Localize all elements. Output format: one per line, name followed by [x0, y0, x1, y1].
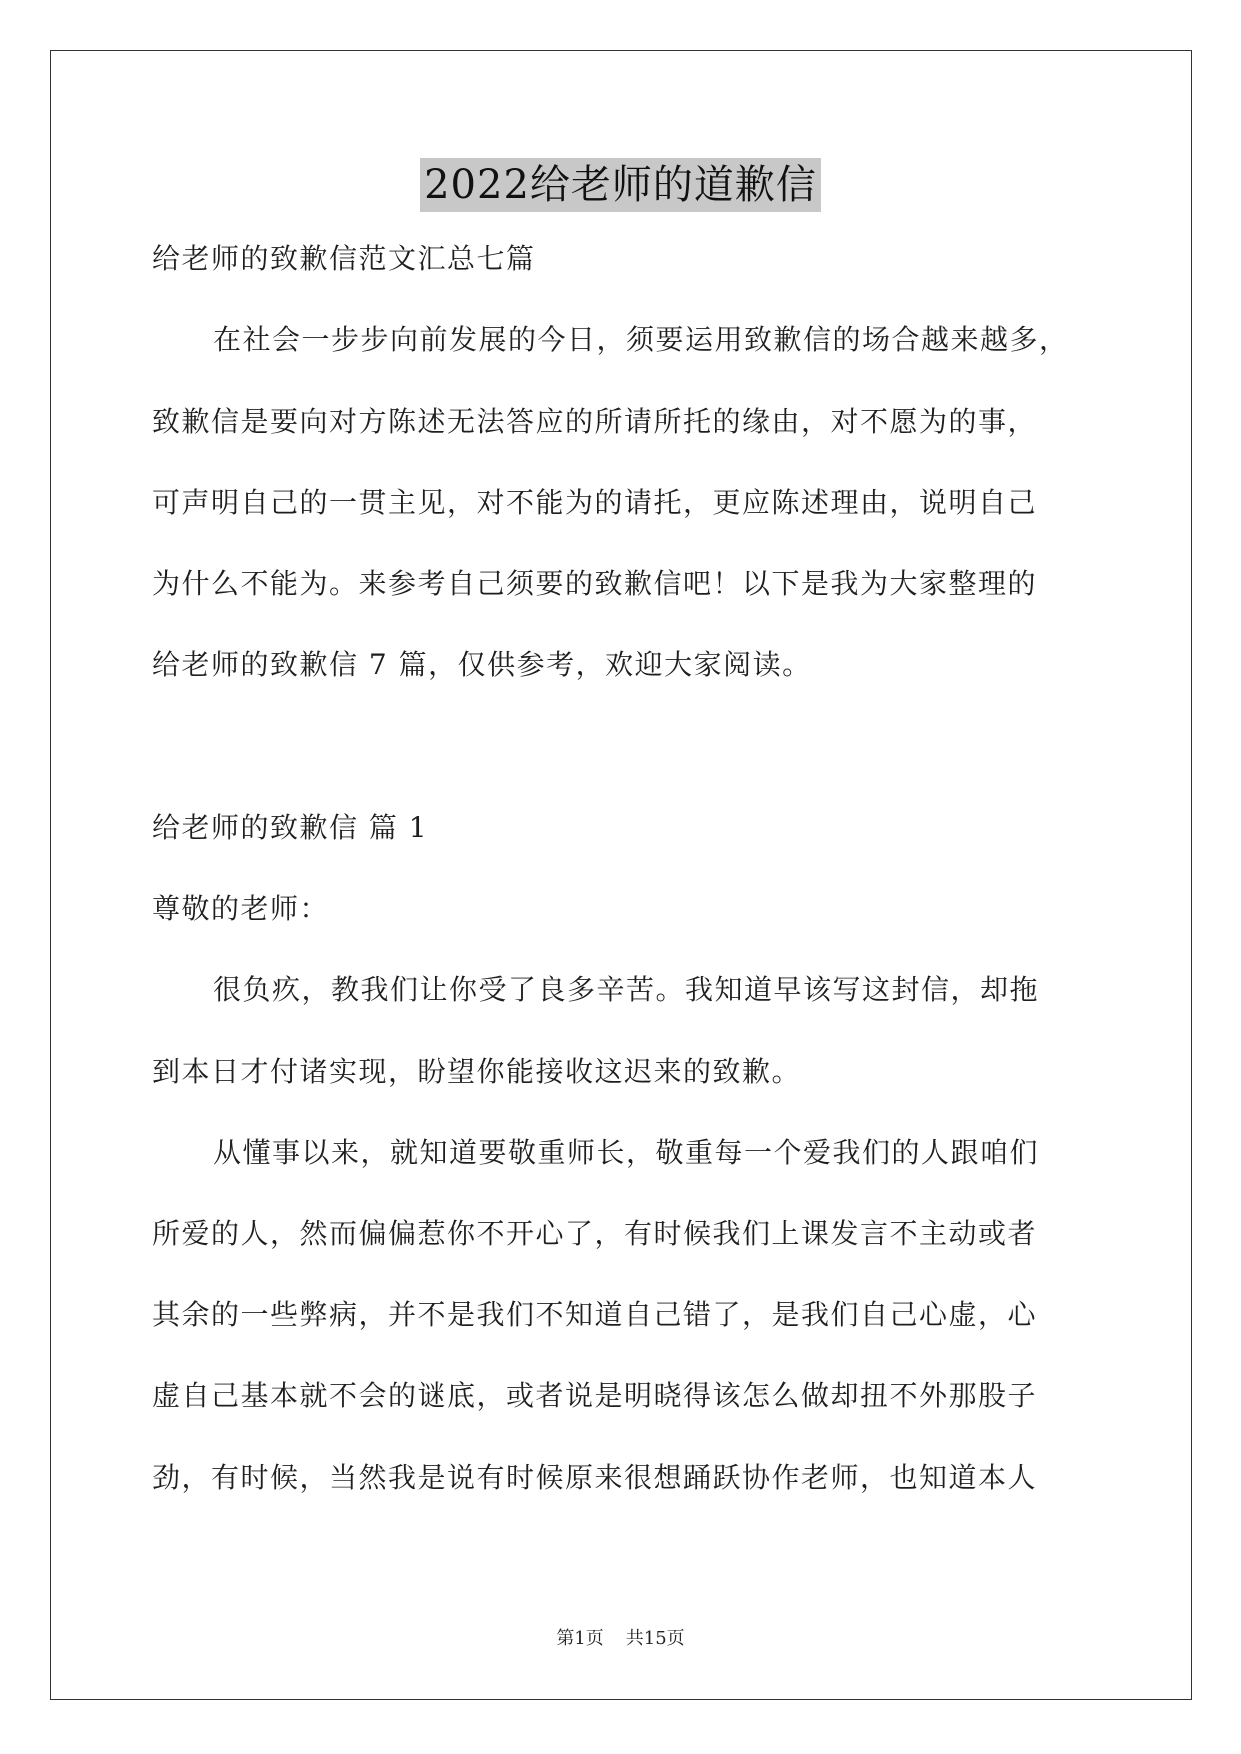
salutation: 尊敬的老师：	[152, 892, 330, 925]
paragraph-line: 到本日才付诸实现，盼望你能接收这迟来的致歉。	[152, 1055, 802, 1088]
paragraph-line: 致歉信是要向对方陈述无法答应的所请所托的缘由，对不愿为的事，	[152, 405, 1038, 438]
page-total: 共15页	[625, 1628, 685, 1649]
page-footer	[0, 1627, 1241, 1651]
paragraph-line: 所爱的人，然而偏偏惹你不开心了，有时候我们上课发言不主动或者	[152, 1217, 1038, 1250]
paragraph-line: 给老师的致歉信 7 篇，仅供参考，欢迎大家阅读。	[152, 648, 812, 681]
paragraph-line: 为什么不能为。来参考自己须要的致歉信吧！以下是我为大家整理的	[152, 567, 1038, 600]
subtitle-line: 给老师的致歉信范文汇总七篇	[152, 242, 536, 275]
paragraph-line: 虚自己基本就不会的谜底，或者说是明晓得该怎么做却扭不外那股子	[152, 1379, 1038, 1412]
paragraph-line: 从懂事以来，就知道要敬重师长，敬重每一个爱我们的人跟咱们	[213, 1136, 1040, 1169]
document-title-wrapper	[0, 158, 1241, 212]
paragraph-line: 很负疚，教我们让你受了良多辛苦。我知道早该写这封信，却拖	[213, 973, 1040, 1006]
paragraph-line: 其余的一些弊病，并不是我们不知道自己错了，是我们自己心虚，心	[152, 1298, 1038, 1331]
paragraph-line: 劲，有时候，当然我是说有时候原来很想踊跃协作老师，也知道本人	[152, 1461, 1038, 1494]
paragraph-line: 在社会一步步向前发展的今日，须要运用致歉信的场合越来越多，	[213, 323, 1069, 356]
document-title: 2022给老师的道歉信	[420, 158, 821, 212]
section-heading: 给老师的致歉信 篇 1	[152, 811, 429, 844]
page-border	[50, 50, 1192, 1700]
paragraph-line: 可声明自己的一贯主见，对不能为的请托，更应陈述理由，说明自己	[152, 486, 1038, 519]
page-number: 第1页	[556, 1628, 604, 1649]
